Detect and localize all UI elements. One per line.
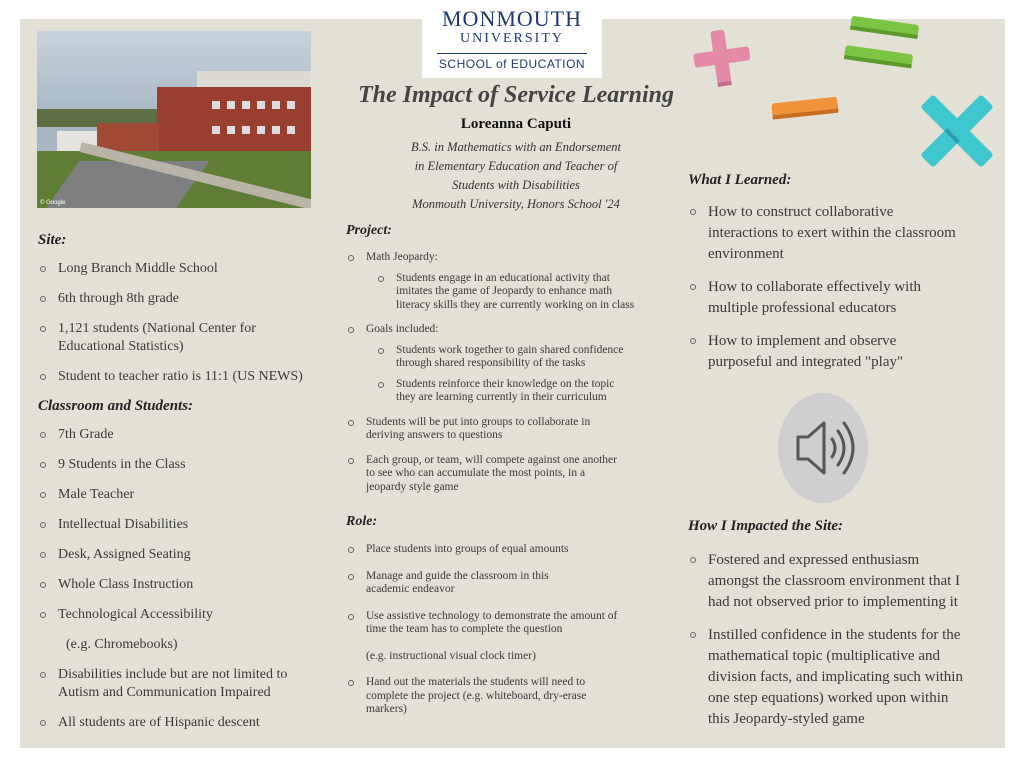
- list-item: Math Jeopardy:: [346, 251, 686, 265]
- plus-icon: [690, 26, 754, 90]
- list-item: 7th Grade: [38, 426, 328, 444]
- speaker-icon: [778, 393, 868, 503]
- classroom-list: [38, 426, 328, 732]
- list-item: Manage and guide the classroom in this: [346, 570, 686, 584]
- list-item: complete the project (e.g. whiteboard, dry-erase: [366, 689, 587, 702]
- site-heading: Site:: [38, 232, 67, 248]
- list-item: Students reinforce their knowledge on the topic: [346, 378, 686, 392]
- list-item: through shared responsibility of the tasks: [396, 357, 586, 369]
- list-item: Whole Class Instruction: [38, 576, 328, 594]
- list-item: 9 Students in the Class: [38, 456, 328, 474]
- role-list: [346, 543, 686, 717]
- list-item: division facts, and implicating such within: [708, 669, 963, 685]
- list-item: amongst the classroom environment that I: [708, 573, 961, 589]
- list-item: Goals included:: [346, 323, 686, 337]
- classroom-heading: Classroom and Students:: [38, 398, 194, 414]
- list-item: to see who can accumulate the most points, in a: [366, 467, 586, 479]
- equals-icon: [842, 14, 920, 78]
- list-item: Male Teacher: [38, 486, 328, 504]
- list-item: How to implement and observe: [688, 331, 998, 352]
- impacted-heading: How I Impacted the Site:: [688, 518, 843, 534]
- list-item: Instilled confidence in the students for the: [688, 625, 998, 646]
- list-item: All students are of Hispanic descent: [38, 714, 328, 732]
- list-item: deriving answers to questions: [366, 429, 503, 441]
- learned-list: [688, 202, 998, 373]
- list-item: this Jeopardy-styled game: [708, 711, 865, 727]
- list-item: Place students into groups of equal amounts: [346, 543, 686, 557]
- minus-icon: [768, 92, 844, 126]
- learned-heading: What I Learned:: [688, 172, 792, 188]
- list-item: (e.g. Chromebooks): [66, 637, 178, 652]
- list-item: 6th through 8th grade: [38, 290, 328, 308]
- university-logo: [422, 4, 602, 78]
- list-item: Fostered and expressed enthusiasm: [688, 550, 998, 571]
- list-item: Disabilities include but are not limited to: [38, 666, 328, 684]
- logo-line-3: SCHOOL of EDUCATION: [438, 57, 586, 71]
- list-item: Student to teacher ratio is 11:1 (US NEWS): [38, 368, 328, 386]
- list-item: Desk, Assigned Seating: [38, 546, 328, 564]
- list-item: Students work together to gain shared confidence: [346, 344, 686, 358]
- list-item: they are learning currently in their curriculum: [396, 391, 607, 403]
- list-item: multiple professional educators: [708, 300, 897, 316]
- role-heading: Role:: [346, 514, 378, 529]
- list-item: purposeful and integrated "play": [708, 354, 904, 370]
- audio-button[interactable]: [778, 393, 868, 503]
- school-photo: [37, 31, 311, 208]
- impacted-list: [688, 550, 998, 730]
- list-item: Use assistive technology to demonstrate the amount of: [346, 610, 686, 624]
- list-item: 1,121 students (National Center for: [38, 320, 328, 338]
- list-item: Each group, or team, will compete against one another: [346, 454, 686, 468]
- list-item: imitates the game of Jeopardy to enhance math: [396, 285, 613, 297]
- list-item: interactions to exert within the classroom: [708, 225, 956, 241]
- author-degree: B.S. in Mathematics with an Endorsement in Elementary Education and Teacher of Students with Disabilities Monmouth University, Honors School '24: [410, 140, 622, 211]
- list-item: jeopardy style game: [366, 480, 459, 493]
- list-item: Students engage in an educational activity that: [346, 272, 686, 286]
- list-item: Technological Accessibility: [38, 606, 328, 624]
- author-name: Loreanna Caputi: [460, 116, 572, 132]
- site-list: [38, 260, 328, 386]
- project-list: [346, 251, 686, 494]
- list-item: How to collaborate effectively with: [688, 277, 998, 298]
- logo-line-1: MONMOUTH: [442, 6, 582, 31]
- list-item: mathematical topic (multiplicative and: [708, 648, 941, 664]
- times-icon: [910, 84, 1004, 178]
- list-item: Educational Statistics): [58, 339, 184, 354]
- list-item: markers): [366, 703, 407, 715]
- list-item: (e.g. instructional visual clock timer): [366, 649, 536, 662]
- project-heading: Project:: [346, 223, 392, 238]
- list-item: How to construct collaborative: [688, 202, 998, 223]
- photo-credit: © Google: [40, 200, 66, 206]
- list-item: one step equations) worked upon within: [708, 690, 949, 706]
- list-item: environment: [708, 246, 784, 262]
- list-item: Autism and Communication Impaired: [58, 685, 271, 700]
- logo-line-2: UNIVERSITY: [460, 31, 564, 46]
- poster-title: The Impact of Service Learning: [358, 82, 674, 108]
- list-item: time the team has to complete the question: [366, 623, 563, 635]
- list-item: literacy skills they are currently working on in class: [396, 298, 635, 311]
- list-item: academic endeavor: [366, 583, 455, 595]
- list-item: Students will be put into groups to collaborate in: [346, 416, 686, 430]
- list-item: Long Branch Middle School: [38, 260, 328, 278]
- list-item: Intellectual Disabilities: [38, 516, 328, 534]
- list-item: had not observed prior to implementing it: [708, 594, 958, 610]
- list-item: Hand out the materials the students will need to: [346, 676, 686, 690]
